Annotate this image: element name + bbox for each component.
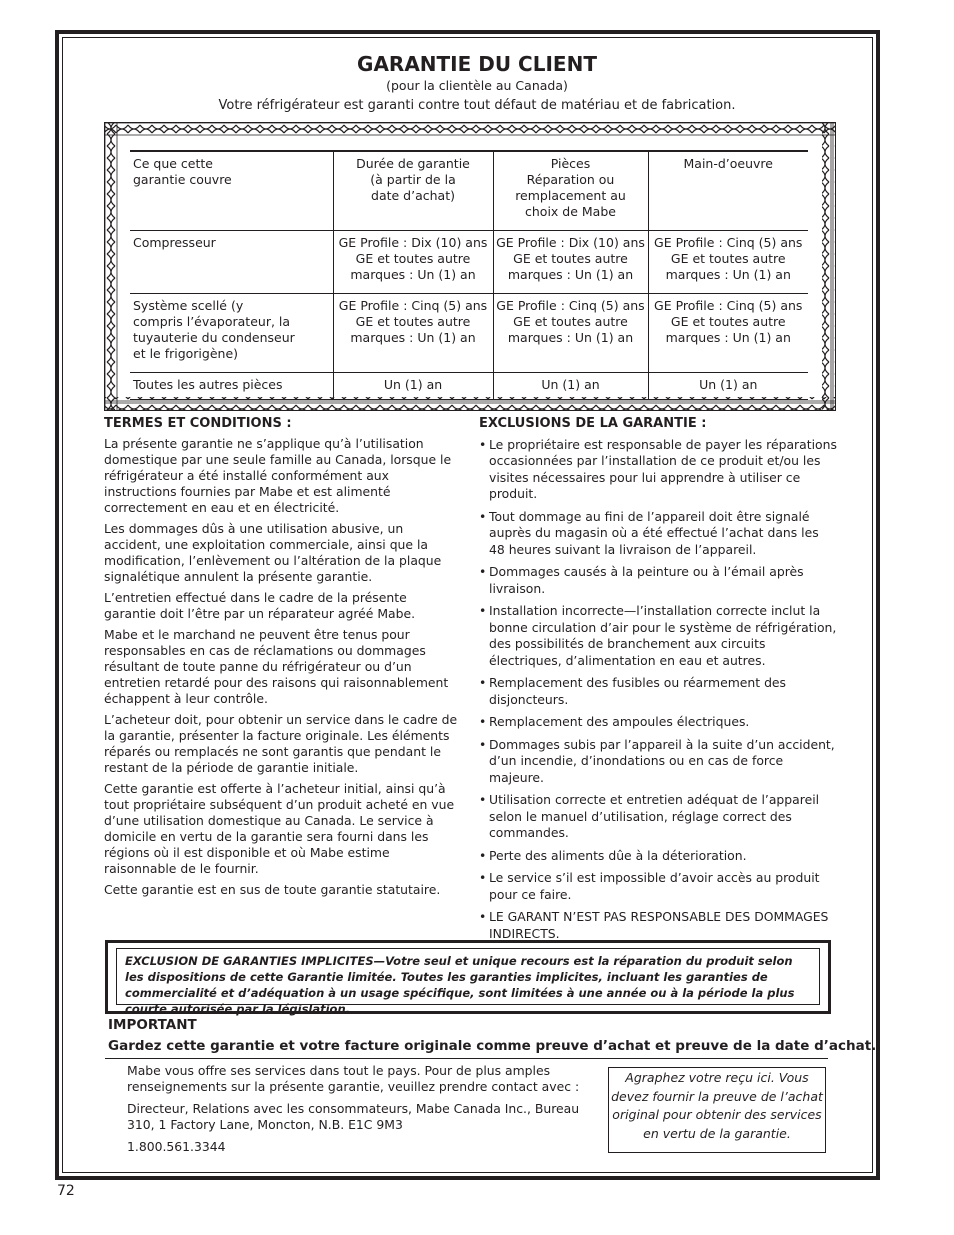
warranty-tagline: Votre réfrigérateur est garanti contre tout défaut de matériau et de fabrication. xyxy=(218,98,736,113)
table-cell: GE Profile : Cinq (5) ans GE et toutes autre marques : Un (1) an xyxy=(333,294,493,373)
table-header-cell: Pièces Réparation ou remplacement au choix de Mabe xyxy=(493,151,648,231)
table-row xyxy=(130,231,808,294)
list-item: • Dommages causés à la peinture ou à l’émail après livraison. xyxy=(479,564,804,596)
table-header-cell: Ce que cette garantie couvre xyxy=(130,151,333,231)
implied-warranty-exclusion-text: EXCLUSION DE GARANTIES IMPLICITES—Votre seul et unique recours est la réparation du produit selon les dispositions de cette Garantie limitée. Toutes les garanties implicites, incluant les garanties de commercialité et d’adéquation à un usage spécifique, sont limitées à une année ou à la période la plus courte autorisée par la législation. xyxy=(116,948,820,1005)
table-cell: Un (1) an xyxy=(333,373,493,400)
terms-section xyxy=(104,416,462,903)
staple-receipt-box: Agraphez votre reçu ici. Vous devez fournir la preuve de l’achat original pour obtenir des services en vertu de la garantie. xyxy=(608,1067,826,1153)
bullet-icon: • xyxy=(479,714,487,729)
table-cell: GE Profile : Cinq (5) ans GE et toutes autre marques : Un (1) an xyxy=(648,294,808,373)
table-header-row xyxy=(130,151,808,231)
implied-warranty-exclusion-box xyxy=(105,940,831,1014)
table-cell: Système scellé (y compris l’évaporateur, la tuyauterie du condenseur et le frigorigène) xyxy=(130,294,333,373)
bullet-icon: • xyxy=(479,436,487,452)
list-item: • Installation incorrecte—l’installation correcte inclut la bonne circulation d’air pour le système de réfrigération, des possibilités de branchement aux circuits électriques, d’alimentation en eau et autres. xyxy=(479,603,837,668)
terms-paragraph: La présente garantie ne s’applique qu’à l’utilisation domestique par une seule famille au Canada, lorsque le réfrigérateur a été installé conformément aux instructions fournies par Mabe et est alimenté correctement en eau et en électricité. xyxy=(104,436,452,515)
bullet-icon: • xyxy=(479,564,487,579)
exclusions-list xyxy=(479,437,837,943)
list-item: • LE GARANT N’EST PAS RESPONSABLE DES DOMMAGES INDIRECTS. xyxy=(479,909,829,941)
table-cell: GE Profile : Dix (10) ans GE et toutes autre marques : Un (1) an xyxy=(333,231,493,294)
table-cell: Un (1) an xyxy=(493,373,648,400)
terms-paragraph: Mabe et le marchand ne peuvent être tenus pour responsables en cas de réclamations ou dommages résultant de toute panne du réfrigérateur ou d’un entretien retardé pour des raisons qui raisonnablement échappent à leur contrôle. xyxy=(104,627,449,706)
terms-heading: TERMES ET CONDITIONS : xyxy=(104,416,292,431)
important-heading: IMPORTANT xyxy=(108,1017,197,1033)
terms-paragraph: L’acheteur doit, pour obtenir un service dans le cadre de la garantie, présenter la facture originale. Les éléments réparés ou remplacés ne sont garantis que pendant le restant de la période de garantie initiale. xyxy=(104,712,458,775)
bullet-icon: • xyxy=(479,909,487,924)
contact-phone: 1.800.561.3344 xyxy=(127,1139,226,1154)
bullet-icon: • xyxy=(479,508,487,524)
table-cell: Compresseur xyxy=(130,231,333,294)
bullet-icon: • xyxy=(479,870,487,885)
divider xyxy=(105,1058,828,1059)
list-item: • Remplacement des ampoules électriques. xyxy=(479,714,750,729)
table-row xyxy=(130,294,808,373)
bullet-icon: • xyxy=(479,792,487,807)
list-item: • Remplacement des fusibles ou réarmement des disjoncteurs. xyxy=(479,675,787,707)
list-item: • Tout dommage au fini de l’appareil doit être signalé auprès du magasin où a été effectué l’achat dans les 48 heures suivant la livraison de l’appareil. xyxy=(479,508,819,557)
list-item: • Perte des aliments dûe à la déterioration. xyxy=(479,847,747,863)
table-cell: GE Profile : Cinq (5) ans GE et toutes autre marques : Un (1) an xyxy=(648,231,808,294)
terms-paragraph: L’entretien effectué dans le cadre de la présente garantie doit l’être par un réparateur agréé Mabe. xyxy=(104,590,416,621)
page-title: GARANTIE DU CLIENT xyxy=(357,52,597,76)
bullet-icon: • xyxy=(479,603,487,618)
exclusions-section xyxy=(479,416,837,948)
list-item: • Le propriétaire est responsable de payer les réparations occasionnées par l’installation de ce produit et/ou les visites nécessaires pour lui apprendre à utiliser ce produit. xyxy=(479,436,837,501)
table-cell: GE Profile : Cinq (5) ans GE et toutes autre marques : Un (1) an xyxy=(493,294,648,373)
contact-intro: Mabe vous offre ses services dans tout le pays. Pour de plus amples renseignements sur la présente garantie, veuillez prendre contact avec : xyxy=(127,1063,580,1094)
table-cell: GE Profile : Dix (10) ans GE et toutes autre marques : Un (1) an xyxy=(493,231,648,294)
contact-info xyxy=(127,1063,597,1161)
page-number: 72 xyxy=(57,1183,75,1199)
table-cell: Toutes les autres pièces xyxy=(130,373,333,400)
keep-receipt-notice: Gardez cette garantie et votre facture originale comme preuve d’achat et preuve de la date d’achat. xyxy=(108,1038,877,1054)
table-header-cell: Main-d’oeuvre xyxy=(648,151,808,231)
contact-address: Directeur, Relations avec les consommateurs, Mabe Canada Inc., Bureau 310, 1 Factory Lane, Moncton, N.B. E1C 9M3 xyxy=(127,1101,580,1132)
warranty-coverage-table xyxy=(130,150,808,400)
table-cell: Un (1) an xyxy=(648,373,808,400)
list-item: • Le service s’il est impossible d’avoir accès au produit pour ce faire. xyxy=(479,870,820,902)
bullet-icon: • xyxy=(479,736,487,752)
table-row xyxy=(130,373,808,400)
bullet-icon: • xyxy=(479,847,487,863)
page-subtitle: (pour la clientèle au Canada) xyxy=(386,78,568,93)
bullet-icon: • xyxy=(479,675,487,690)
terms-paragraph: Cette garantie est offerte à l’acheteur initial, ainsi qu’à tout propriétaire subséquent d’un produit acheté en vue d’une utilisation domestique au Canada. Le service à domicile en vertu de la garantie sera fourni dans les régions où il est disponible et où Mabe estime raisonnable de le fournir. xyxy=(104,781,455,876)
terms-paragraph: Les dommages dûs à une utilisation abusive, un accident, une exploitation commerciale, ainsi que la modification, l’enlèvement ou l’altération de la plaque signalétique annulent la présente garantie. xyxy=(104,521,442,584)
exclusions-heading: EXCLUSIONS DE LA GARANTIE : xyxy=(479,416,707,431)
terms-paragraph: Cette garantie est en sus de toute garantie statutaire. xyxy=(104,882,441,897)
list-item: • Utilisation correcte et entretien adéquat de l’appareil selon le manuel d’utilisation, réglage correct des commandes. xyxy=(479,792,820,840)
table-header-cell: Durée de garantie (à partir de la date d’achat) xyxy=(333,151,493,231)
list-item: • Dommages subis par l’appareil à la suite d’un accident, d’un incendie, d’inondations ou en cas de force majeure. xyxy=(479,736,835,785)
